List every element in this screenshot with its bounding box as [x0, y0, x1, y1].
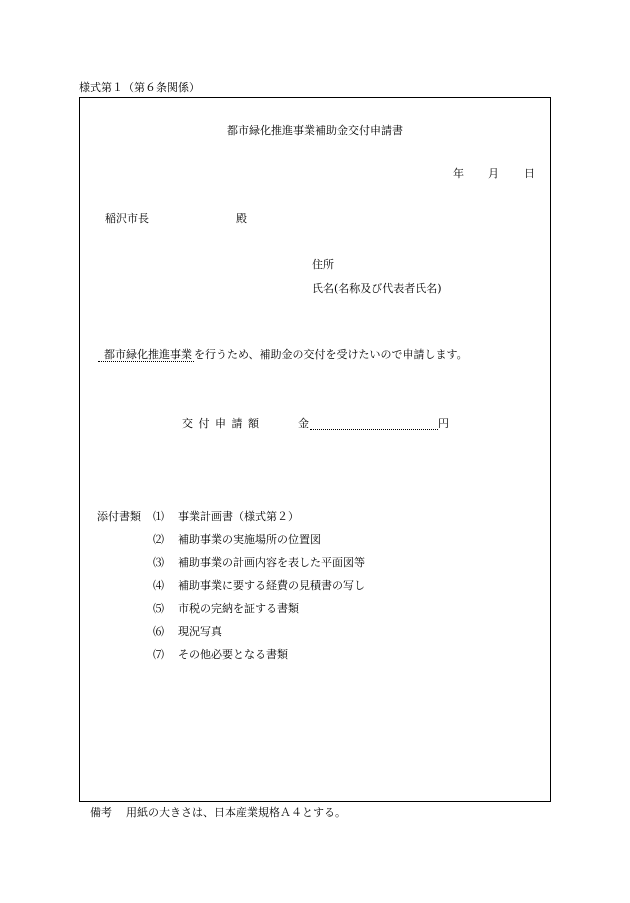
amount-prefix: 金 [298, 417, 309, 430]
attachment-item: 事業計画書（様式第２） [178, 510, 299, 523]
attachment-number: ⑸ [153, 602, 164, 615]
remarks-text: 用紙の大きさは、日本産業規格Ａ４とする。 [126, 806, 346, 819]
attachment-number: ⑴ [153, 510, 164, 523]
attachment-number: ⑷ [153, 579, 164, 592]
purpose-statement [98, 349, 468, 362]
purpose-text: を行うため、補助金の交付を受けたいので申請します。 [194, 348, 468, 361]
attachment-number: ⑹ [153, 625, 164, 638]
addressee-name: 稲沢市長 [105, 212, 149, 225]
attachment-item: 市税の完納を証する書類 [178, 602, 299, 615]
date-year-label: 年 [453, 167, 464, 180]
remarks-label: 備考 [90, 806, 112, 819]
attachment-number: ⑵ [153, 533, 164, 546]
attachment-number: ⑶ [153, 556, 164, 569]
applicant-name-label: 氏名(名称及び代表者氏名) [312, 282, 442, 295]
attachment-item: 補助事業に要する経費の見積書の写し [178, 579, 365, 592]
attachments-heading: 添付書類 [97, 510, 141, 523]
page-title: 都市緑化推進事業補助金交付申請書 [227, 124, 403, 137]
attachment-number: ⑺ [153, 648, 164, 661]
attachment-item: 現況写真 [178, 625, 222, 638]
form-frame [79, 97, 551, 802]
date-month-label: 月 [488, 167, 499, 180]
attachment-item: 補助事業の計画内容を表した平面図等 [178, 556, 365, 569]
addressee-honorific: 殿 [236, 212, 247, 225]
applicant-address-label: 住所 [312, 258, 334, 271]
attachment-item: 補助事業の実施場所の位置図 [178, 533, 321, 546]
amount-field[interactable] [310, 418, 438, 430]
amount-unit: 円 [438, 417, 449, 430]
amount-label: 交付申請額 [182, 417, 265, 430]
attachment-item: その他必要となる書類 [178, 648, 288, 661]
form-number: 様式第１（第６条関係） [79, 81, 200, 94]
program-name: 都市緑化推進事業 [98, 349, 194, 362]
date-day-label: 日 [524, 167, 535, 180]
